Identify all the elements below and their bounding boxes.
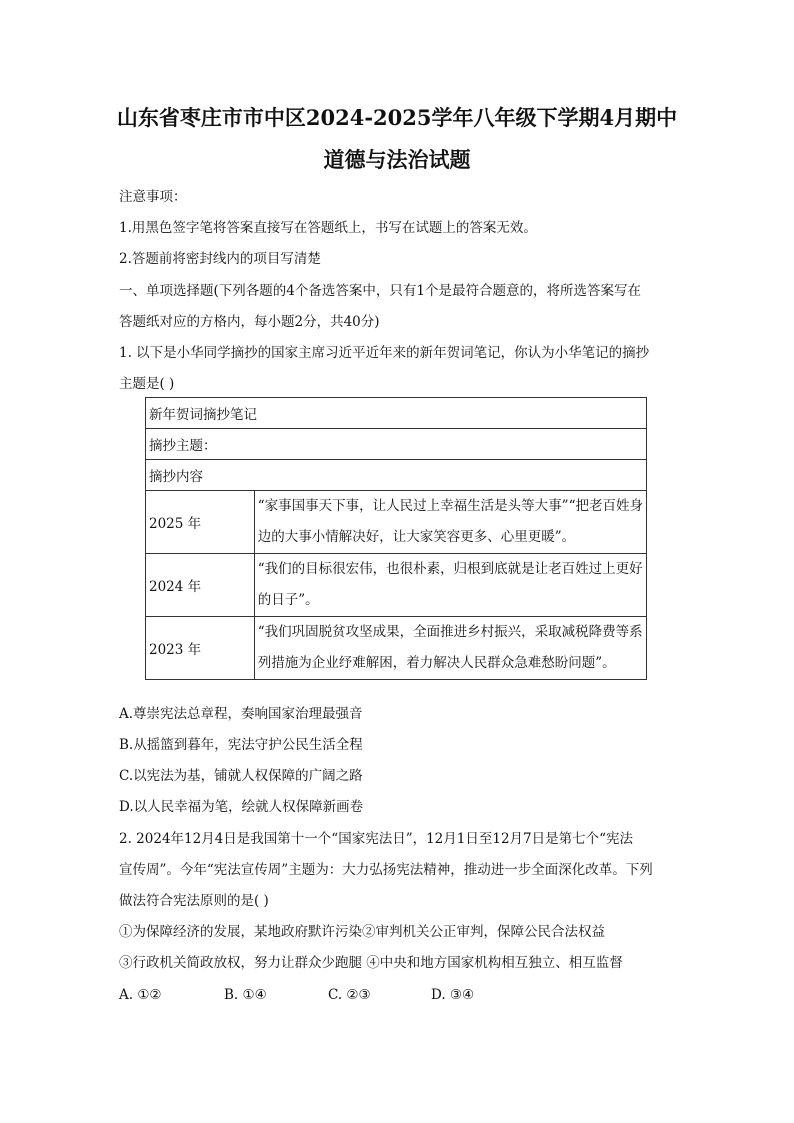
table-quote-line: “家事国事天下事，让人民过上幸福生活是头等大事”“把老百姓身	[257, 498, 643, 514]
q2-stem-line1: 2. 2024年12月4日是我国第十一个“国家宪法日”，12月1日至12月7日是第七个“宪法	[119, 831, 634, 847]
exam-title-line1: 山东省枣庄市市中区2024-2025学年八年级下学期4月期中	[116, 105, 678, 130]
notice-item-1: 1.用黑色签字笔将答案直接写在答题纸上，书写在试题上的答案无效。	[119, 220, 537, 236]
table-content-label: 摘抄内容	[146, 460, 647, 491]
section-heading-line2: 答题纸对应的方格内，每小题2分，共40分)	[119, 314, 380, 330]
table-quote-line: 边的大事小情解决好，让大家笑容更多、心里更暖”。	[257, 529, 576, 545]
exam-title-line2: 道德与法治试题	[323, 147, 471, 172]
q1-option-b: B.从摇篮到暮年，宪法守护公民生活全程	[119, 737, 363, 753]
section-heading-line1: 一、单项选择题(下列各题的4个备选答案中，只有1个是最符合题意的，将所选答案写在	[119, 283, 641, 299]
table-year: 2025 年	[146, 491, 255, 554]
q2-option-d: D. ③④	[431, 987, 475, 1003]
table-quote	[254, 554, 646, 617]
q1-stem-line1: 1. 以下是小华同学摘抄的国家主席习近平近年来的新年贺词笔记，你认为小华笔记的摘抄	[119, 345, 650, 361]
table-quote	[254, 617, 646, 680]
table-row	[146, 554, 647, 617]
table-row	[146, 617, 647, 680]
table-theme-row: 摘抄主题：	[146, 429, 647, 460]
q2-option-c: C. ②③	[328, 987, 371, 1003]
table-year: 2024 年	[146, 554, 255, 617]
table-quote-line: “我们的目标很宏伟，也很朴素，归根到底就是让老百姓过上更好	[257, 561, 643, 577]
q1-option-d: D.以人民幸福为笔，绘就人权保障新画卷	[119, 799, 364, 815]
notice-item-2: 2.答题前将密封线内的项目写清楚	[119, 251, 321, 267]
table-quote	[254, 491, 646, 554]
q2-stem-line3: 做法符合宪法原则的是( )	[119, 893, 269, 909]
table-quote-line: “我们巩固脱贫攻坚成果，全面推进乡村振兴，采取减税降费等系	[257, 624, 643, 640]
q1-stem-line2: 主题是( )	[119, 376, 175, 392]
q2-stem-line2: 宣传周”。今年“宪法宣传周”主题为：大力弘扬宪法精神，推动进一步全面深化改革。下列	[119, 862, 653, 878]
table-year: 2023 年	[146, 617, 255, 680]
table-header: 新年贺词摘抄笔记	[146, 398, 647, 429]
q2-statements-line2: ③行政机关简政放权，努力让群众少跑腿 ④中央和地方国家机构相互独立、相互监督	[119, 955, 623, 971]
q1-notes-table	[145, 397, 647, 680]
table-row	[146, 491, 647, 554]
q1-option-a: A.尊崇宪法总章程，奏响国家治理最强音	[119, 706, 363, 722]
q2-option-b: B. ①④	[224, 987, 267, 1003]
notice-heading: 注意事项：	[119, 189, 187, 205]
q2-statements-line1: ①为保障经济的发展，某地政府默许污染②审判机关公正审判，保障公民合法权益	[119, 924, 605, 940]
q1-option-c: C.以宪法为基，铺就人权保障的广阔之路	[119, 768, 363, 784]
table-quote-line: 的日子”。	[257, 592, 319, 608]
q2-options	[119, 985, 474, 1005]
q2-option-a: A. ①②	[119, 987, 162, 1003]
table-quote-line: 列措施为企业纾难解困，着力解决人民群众急难愁盼问题”。	[257, 655, 616, 671]
